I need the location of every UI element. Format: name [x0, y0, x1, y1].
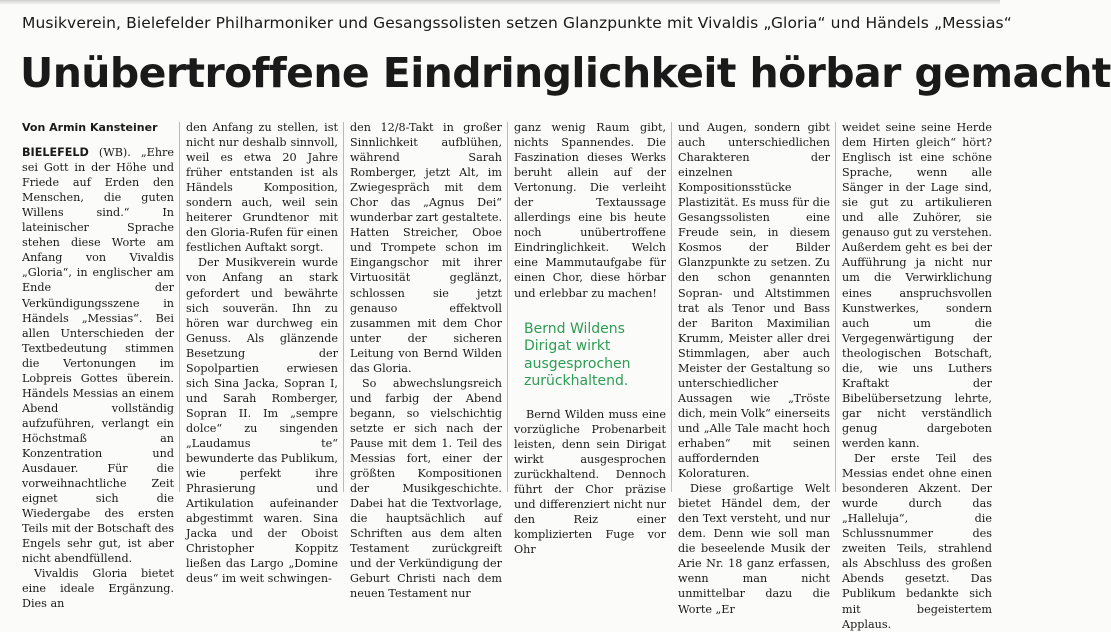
article-column-2 — [186, 120, 338, 586]
column-1-paragraph-1: BIELEFELD (WB). „Ehre sei Gott in der Höhe und Friede auf Erden den Menschen, die guten Willens sind.“ In lateinischer Sprache stehen diese Worte am Anfang von Vivaldis „Gloria“, in englischer am Ende der Verkündigungsszene in Händels „Messias“. Bei allen Unterschieden der Textbedeutung stimmen die Vertonungen im Lobpreis Gottes überein. Händels Messias an einem Abend vollständig aufzuführen, verlangt ein Höchstmaß an Konzentration und Ausdauer. Für die vorweihnachtliche Zeit eignet sich die Wiedergabe des ersten Teils mit der Botschaft des Engels sehr gut, ist aber nicht abendfüllend. — [22, 146, 174, 566]
article-headline: Unübertroffene Eindringlichkeit hörbar gemacht — [20, 49, 1111, 97]
column-6-paragraph-2: Der erste Teil des Messias endet ohne einen besonderen Akzent. Der wurde durch das „Halleluja“, die Schlussnummer des zweiten Teils, strahlend als Abschluss des großen Abends gesetzt. Das Publikum bedankte sich mit begeistertem Applaus. — [842, 452, 992, 631]
top-rule — [0, 0, 1000, 5]
column-divider — [343, 122, 344, 492]
column-4-paragraph-1: ganz wenig Raum gibt, nichts Spannendes. Die Faszination dieses Werks beruht allein auf der Vertonung. Die verleiht der Textaussage allerdings eine bis heute noch unübertroffene Eindringlichkeit. Welch eine Mammutaufgabe für einen Chor, diese hörbar und erlebbar zu machen! — [514, 121, 666, 300]
column-6-paragraph-1: weidet seine seine Herde dem Hirten gleich“ hört? Englisch ist eine schöne Sprache, wenn alle Sänger in der Lage sind, sie gut zu artikulieren und alle Zuhörer, sie genauso gut zu verstehen. Außerdem geht es bei der Aufführung ja nicht nur um die Verwirklichung eines anspruchsvollen Kunstwerkes, sondern auch um die Vergegenwärtigung der theologischen Botschaft, die, wie uns Luthers Kraftakt der Bibelübersetzung lehrte, gar nicht verständlich genug dargeboten werden kann. — [842, 121, 992, 450]
column-2-paragraph-2: Der Musikverein wurde von Anfang an stark gefordert und bewährte sich souverän. Ihn zu hören war durchweg ein Genuss. Als glänzende Besetzung der Sopolpartien erwiesen sich Sina Jacka, Sopran I, und Sarah Romberger, Sopran II. Im „sempre dolce“ zu singenden „Laudamus te“ bewunderte das Publikum, wie perfekt ihre Phrasierung und Artikulation aufeinander abgestimmt waren. Sina Jacka und der Oboist Christopher Koppitz ließen das Largo „Domine deus“ im weit schwingen- — [186, 256, 338, 586]
column-4-paragraph-2: Bernd Wilden muss eine vorzügliche Probenarbeit leisten, denn sein Dirigat wirkt ausgesprochen zurückhaltend. Dennoch führt der Chor präzise und differenziert nicht nur den Reiz einer komplizierten Fuge vor Ohr — [514, 407, 666, 556]
column-3-paragraph-1: den 12/8-Takt in großer Sinnlichkeit aufblühen, während Sarah Romberger, jetzt Alt, im Zwiegespräch mit dem Chor das „Agnus Dei“ wunderbar zart gestaltete. Hatten Streicher, Oboe und Trompete schon im Eingangschor mit ihrer Virtuosität geglänzt, schlossen sie jetzt genauso effektvoll zusammen mit dem Chor unter der sicheren Leitung von Bernd Wilden das Gloria. — [350, 121, 502, 375]
byline: Von Armin Kansteiner — [22, 121, 158, 134]
column-divider — [671, 122, 672, 492]
article-kicker: Musikverein, Bielefelder Philharmoniker und Gesangssolisten setzen Glanzpunkte mit Vivaldis „Gloria“ und Händels „Messias“ — [22, 14, 1012, 32]
column-5-paragraph-1: und Augen, sondern gibt auch unterschiedlichen Charakteren der einzelnen Kompositionsstücke Plastizität. Es muss für die Gesangssolisten eine Freude sein, in diesem Kosmos der Bilder Glanzpunkte zu setzen. Zu den schon genannten Sopran- und Altstimmen trat als Tenor und Bass der Bariton Maximilian Krumm, Meister aller drei Stimmlagen, aber auch Meister der Gestaltung so unterschiedlicher Aussagen wie „Tröste dich, mein Volk“ einerseits und „Alle Tale macht hoch erhaben“ mit seinen auffordernden Koloraturen. — [678, 121, 830, 481]
pull-quote: Bernd Wildens Dirigat wirkt ausgesprochen zurückhaltend. — [524, 320, 631, 390]
article-column-3 — [350, 120, 502, 601]
column-1-paragraph-2: Vivaldis Gloria bietet eine ideale Ergänzung. Dies an — [22, 567, 174, 611]
column-divider — [507, 122, 508, 492]
column-divider — [179, 122, 180, 492]
column-3-paragraph-2: So abwechslungsreich und farbig der Abend begann, so vielschichtig setzte er sich nach der Pause mit dem 1. Teil des Messias fort, einer der größten Kompositionen der Musikgeschichte. Dabei hat die Textvorlage, die hauptsächlich auf Schriften aus dem alten Testament zurückgreift und der Verkündigung der Geburt Christi nach dem neuen Testament nur — [350, 376, 502, 601]
article-column-1 — [22, 120, 174, 611]
column-2-paragraph-1: den Anfang zu stellen, ist nicht nur deshalb sinnvoll, weil es etwa 20 Jahre früher entstanden ist als Händels Komposition, sondern auch, weil sein heiterer Grundtenor mit den Gloria-Rufen für einen festlichen Auftakt sorgt. — [186, 121, 338, 255]
article-column-4 — [514, 120, 666, 556]
column-divider — [835, 122, 836, 492]
dateline: BIELEFELD — [22, 146, 89, 160]
article-column-5 — [678, 120, 830, 616]
column-5-paragraph-2: Diese großartige Welt bietet Händel dem, der den Text versteht, und nur dem. Denn wie soll man die beseelende Musik der Arie Nr. 18 ganz erfassen, wenn man nicht unmittelbar dazu die Worte „Er — [678, 482, 830, 616]
article-column-6 — [842, 120, 992, 631]
